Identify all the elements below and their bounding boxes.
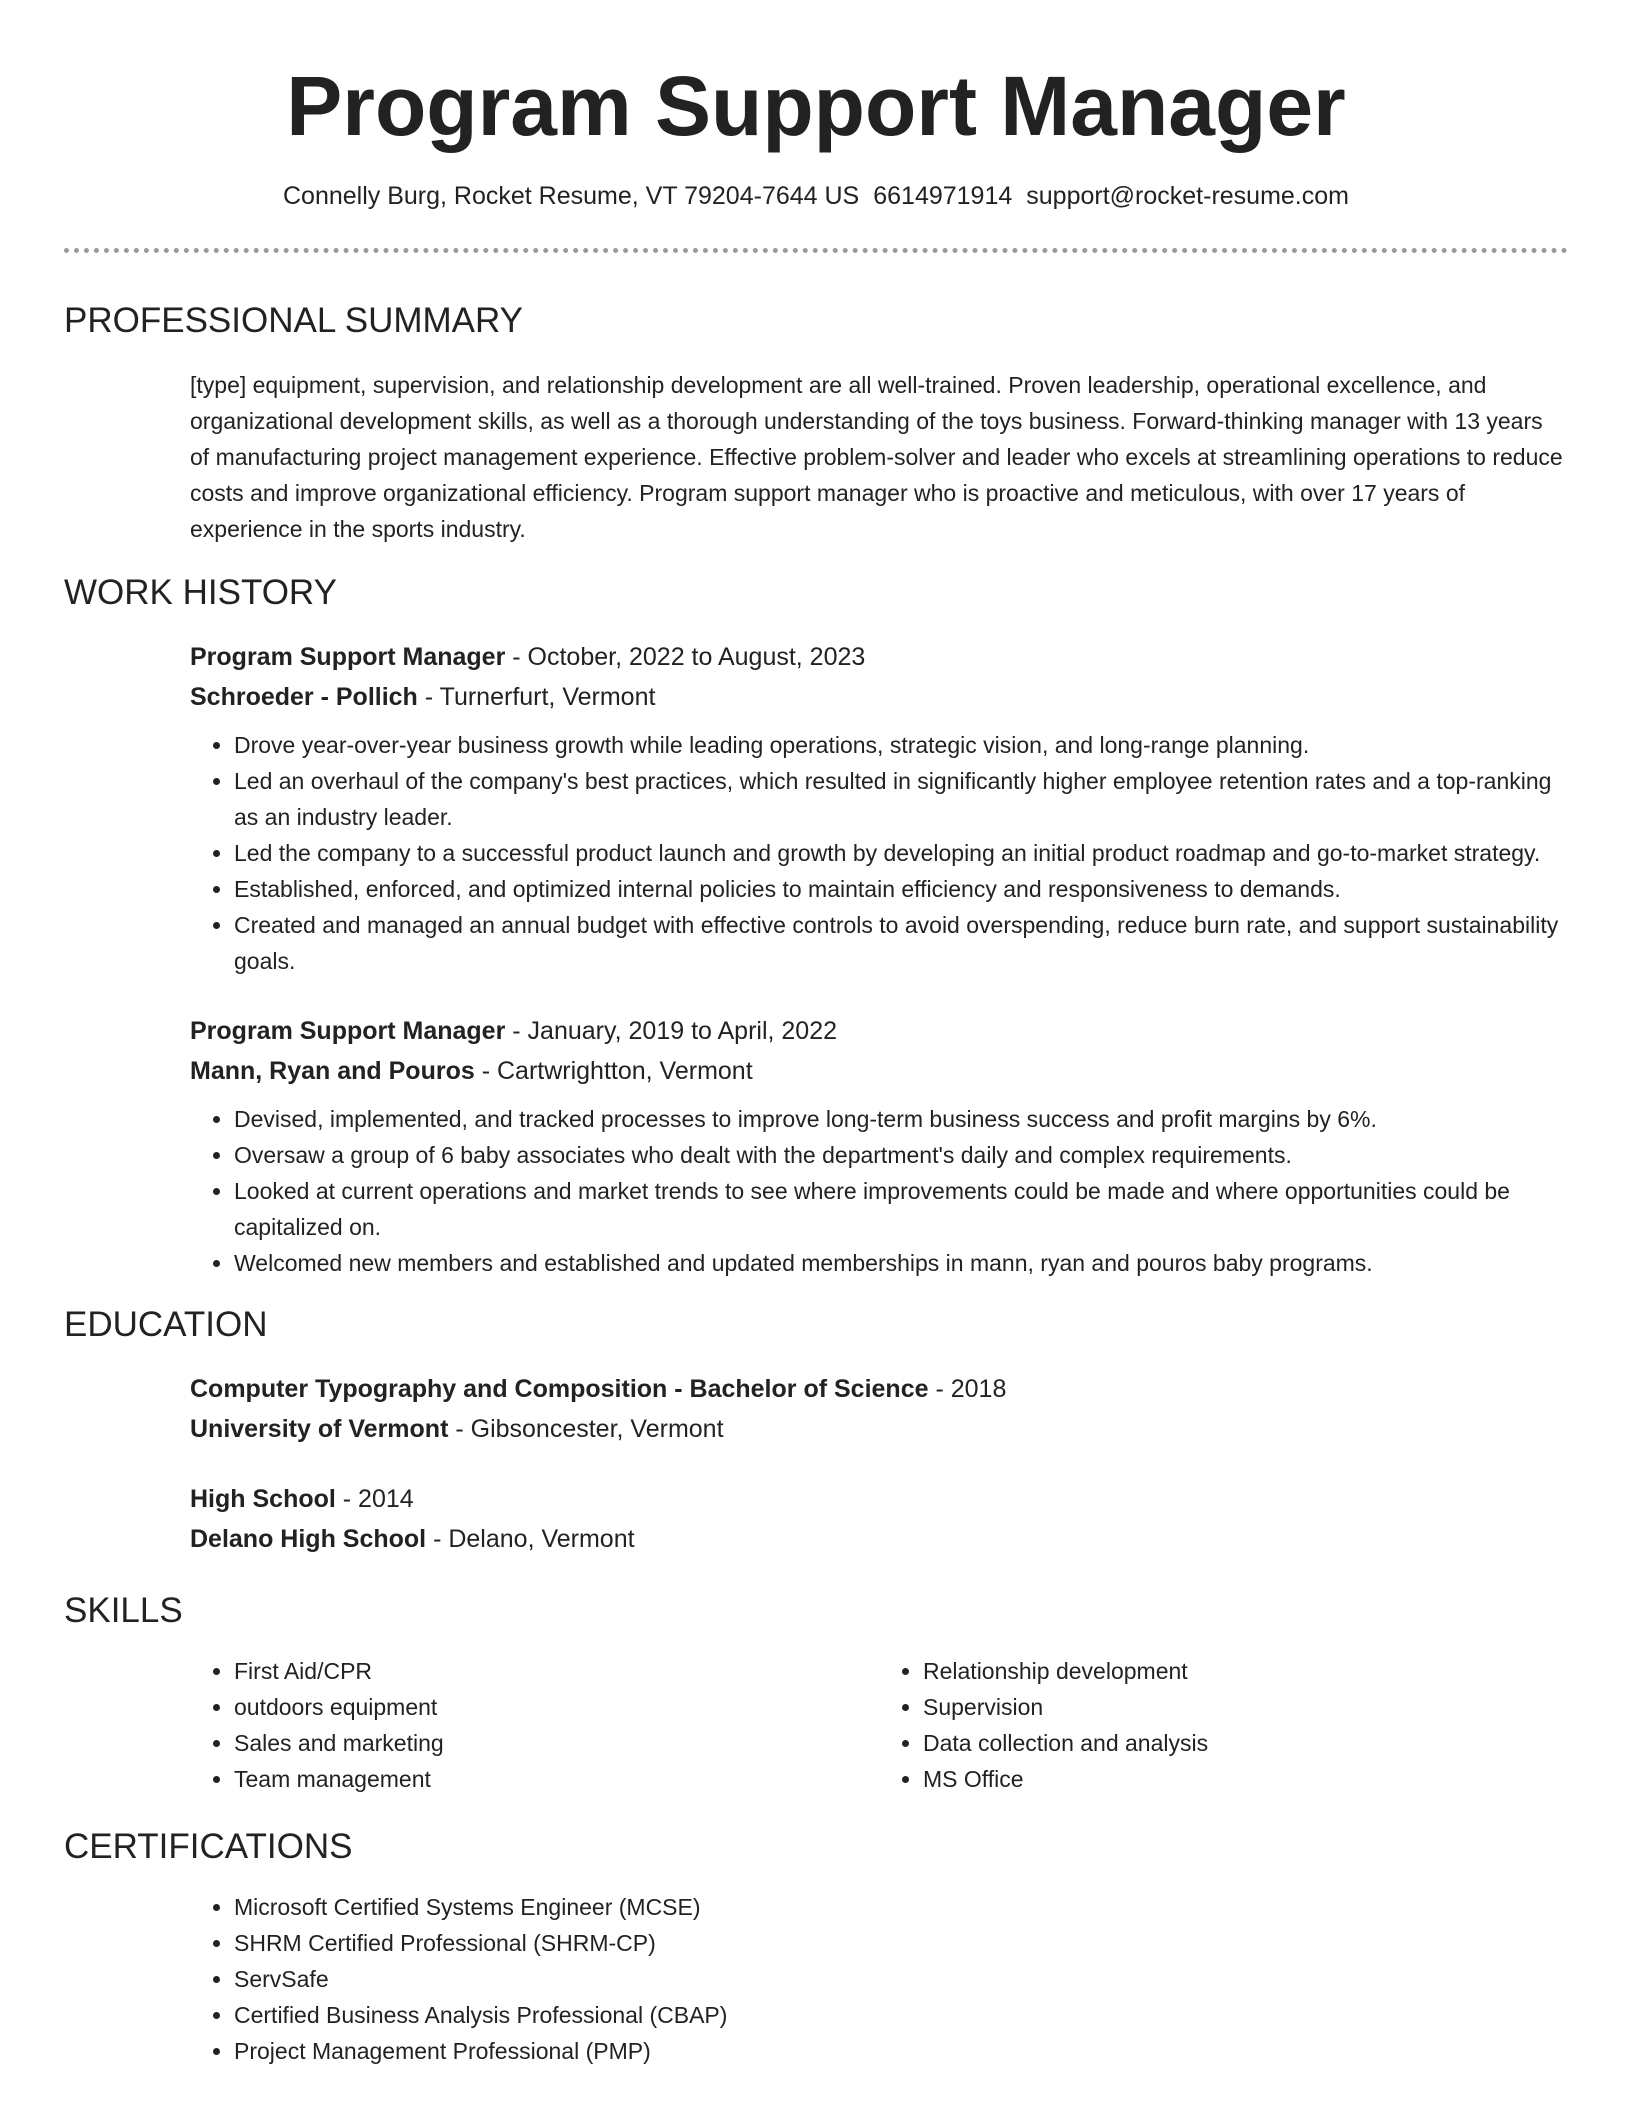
list-item: • Microsoft Certified Systems Engineer (MCSE) (234, 1889, 1568, 1925)
summary-section (64, 299, 1568, 547)
job-entry (190, 637, 1568, 979)
education-degree-line (190, 1479, 1568, 1519)
list-item: • Team management (234, 1761, 879, 1797)
header-divider (64, 248, 1568, 253)
education-school: Delano High School (190, 1525, 427, 1553)
job-dates: - January, 2019 to April, 2022 (505, 1017, 838, 1045)
certifications-heading: CERTIFICATIONS (64, 1827, 353, 1866)
education-school-line (190, 1409, 1568, 1449)
resume-title: Program Support Manager (286, 59, 1346, 153)
certifications-body (190, 1889, 1568, 2069)
list-item: • Looked at current operations and market trends to see where improvements could be made and where opportunities could be capitalized on. (234, 1173, 1568, 1245)
list-item: • Welcomed new members and established and updated memberships in mann, ryan and pouros baby programs. (234, 1245, 1568, 1281)
job-title-line (190, 637, 1568, 677)
list-item: • Project Management Professional (PMP) (234, 2033, 1568, 2069)
education-heading: EDUCATION (64, 1305, 268, 1344)
skills-list-left (190, 1653, 879, 1797)
education-degree: Computer Typography and Composition - Bachelor of Science (190, 1375, 929, 1403)
job-entry (190, 1011, 1568, 1281)
job-title: Program Support Manager (190, 643, 506, 671)
job-company-line (190, 1051, 1568, 1091)
education-entry (190, 1369, 1568, 1449)
job-location: - Cartwrightton, Vermont (474, 1057, 753, 1085)
job-bullets (190, 1101, 1568, 1281)
education-degree: High School (190, 1485, 336, 1513)
job-bullets (190, 727, 1568, 979)
list-item: • Certified Business Analysis Professional (CBAP) (234, 1997, 1568, 2033)
education-body (190, 1369, 1568, 1559)
skills-list-right (879, 1653, 1568, 1797)
education-year: - 2014 (335, 1485, 414, 1513)
work-history-body (190, 637, 1568, 1281)
list-item: • outdoors equipment (234, 1689, 879, 1725)
list-item: • SHRM Certified Professional (SHRM-CP) (234, 1925, 1568, 1961)
job-company: Mann, Ryan and Pouros (190, 1057, 475, 1085)
education-school: University of Vermont (190, 1415, 449, 1443)
certifications-list (190, 1889, 1568, 2069)
list-item: • Drove year-over-year business growth while leading operations, strategic vision, and long-range planning. (234, 727, 1568, 763)
summary-heading: PROFESSIONAL SUMMARY (64, 301, 523, 340)
skills-grid (190, 1653, 1568, 1797)
list-item: • Supervision (923, 1689, 1568, 1725)
list-item: • MS Office (923, 1761, 1568, 1797)
list-item: • Sales and marketing (234, 1725, 879, 1761)
list-item: • ServSafe (234, 1961, 1568, 1997)
certifications-section (64, 1825, 1568, 2069)
work-history-heading: WORK HISTORY (64, 573, 337, 612)
resume-page (64, 0, 1568, 2069)
skills-section (64, 1589, 1568, 1797)
job-company: Schroeder - Pollich (190, 683, 418, 711)
education-year: - 2018 (928, 1375, 1007, 1403)
list-item: • Data collection and analysis (923, 1725, 1568, 1761)
contact-address: Connelly Burg, Rocket Resume, VT 79204-7644 US (283, 182, 860, 210)
list-item: • Created and managed an annual budget with effective controls to avoid overspending, reduce burn rate, and support sustainability goals. (234, 907, 1568, 979)
list-item: • Established, enforced, and optimized internal policies to maintain efficiency and responsiveness to demands. (234, 871, 1568, 907)
list-item: • First Aid/CPR (234, 1653, 879, 1689)
education-school-line (190, 1519, 1568, 1559)
list-item: • Led the company to a successful product launch and growth by developing an initial product roadmap and go-to-market strategy. (234, 835, 1568, 871)
work-history-section (64, 571, 1568, 1281)
contact-phone: 6614971914 (873, 182, 1013, 210)
summary-body (190, 367, 1568, 547)
education-entry (190, 1479, 1568, 1559)
education-degree-line (190, 1369, 1568, 1409)
contact-line (64, 180, 1568, 212)
education-location: - Gibsoncester, Vermont (448, 1415, 724, 1443)
job-company-line (190, 677, 1568, 717)
summary-text: [type] equipment, supervision, and relationship development are all well-trained. Proven leadership, operational excellence, and organizational development skills, as well as a thorough understanding of the toys business. Forward-thinking manager with 13 years of manufacturing project management experience. Effective problem-solver and leader who excels at streamlining operations to reduce costs and improve organizational efficiency. Program support manager who is proactive and meticulous, with over 17 years of experience in the sports industry. (190, 372, 1563, 542)
list-item: • Relationship development (923, 1653, 1568, 1689)
job-title-line (190, 1011, 1568, 1051)
job-dates: - October, 2022 to August, 2023 (505, 643, 866, 671)
skills-heading: SKILLS (64, 1591, 183, 1630)
list-item: • Led an overhaul of the company's best practices, which resulted in significantly higher employee retention rates and a top-ranking as an industry leader. (234, 763, 1568, 835)
education-location: - Delano, Vermont (426, 1525, 635, 1553)
job-title: Program Support Manager (190, 1017, 506, 1045)
job-location: - Turnerfurt, Vermont (417, 683, 656, 711)
contact-email[interactable]: support@rocket-resume.com (1026, 182, 1349, 210)
list-item: • Devised, implemented, and tracked processes to improve long-term business success and profit margins by 6%. (234, 1101, 1568, 1137)
list-item: • Oversaw a group of 6 baby associates who dealt with the department's daily and complex requirements. (234, 1137, 1568, 1173)
education-section (64, 1303, 1568, 1559)
